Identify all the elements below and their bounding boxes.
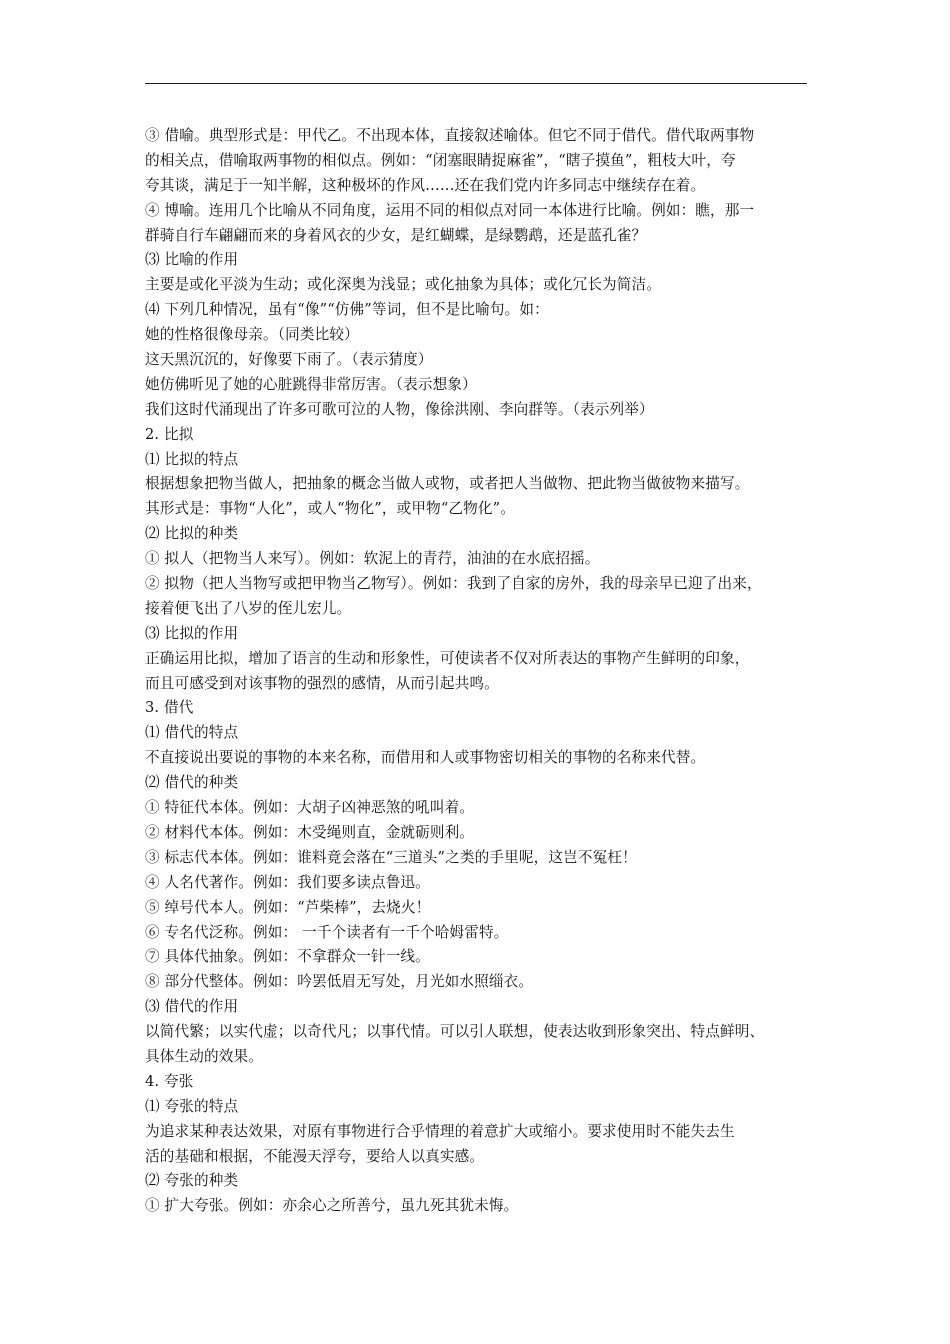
text-line: ⑶ 比喻的作用 (145, 251, 239, 269)
text-line: 主要是或化平淡为生动；或化深奥为浅显；或化抽象为具体；或化冗长为简洁。 (145, 276, 662, 294)
text-line: ⑴ 夸张的特点 (145, 1097, 239, 1115)
text-line: 具体生动的效果。 (145, 1047, 263, 1065)
text-line: 不直接说出要说的事物的本来名称，而借用和人或事物密切相关的事物的名称来代替。 (145, 749, 706, 767)
header-rule (145, 83, 807, 84)
text-line: 为追求某种表达效果，对原有事物进行合乎情理的着意扩大或缩小。要求使用时不能失去生 (145, 1122, 735, 1140)
text-line: ⑶ 借代的作用 (145, 998, 239, 1016)
text-line: 4. 夸张 (145, 1072, 194, 1090)
text-line: ⑶ 比拟的作用 (145, 624, 239, 642)
text-line: ① 扩大夸张。例如：亦余心之所善兮，虽九死其犹未悔。 (145, 1197, 519, 1215)
text-line: 3. 借代 (145, 699, 194, 717)
text-line: 2. 比拟 (145, 425, 194, 443)
text-line: ③ 标志代本体。例如：谁料竟会落在“三道头”之类的手里呢，这岂不冤枉！ (145, 848, 637, 866)
text-line: 而且可感受到对该事物的强烈的感情，从而引起共鸣。 (145, 674, 499, 692)
text-line: ③ 借喻。典型形式是：甲代乙。不出现本体，直接叙述喻体。但它不同于借代。借代取两事物 (145, 127, 755, 144)
text-line: 活的基础和根据，不能漫天浮夸，要给人以真实感。 (145, 1147, 485, 1165)
text-line: ⑴ 借代的特点 (145, 724, 239, 742)
text-line: 其形式是：事物“人化”，或人“物化”，或甲物“乙物化”。 (145, 500, 516, 518)
text-line: ② 材料代本体。例如：木受绳则直，金就砺则利。 (145, 823, 475, 841)
text-line: 她的性格很像母亲。（同类比较） (145, 326, 359, 344)
document-body (145, 124, 815, 1219)
text-line: 以简代繁；以实代虚；以奇代凡；以事代情。可以引人联想，使表达收到形象突出、特点鲜明、 (145, 1023, 765, 1041)
text-line: ⑴ 比拟的特点 (145, 450, 239, 468)
text-line: 她仿佛听见了她的心脏跳得非常厉害。（表示想象） (145, 375, 477, 393)
text-line: 我们这时代涌现出了许多可歌可泣的人物，像徐洪刚、李向群等。（表示列举） (145, 400, 654, 418)
text-line: ② 拟物（把人当物写或把甲物当乙物写）。例如：我到了自家的房外，我的母亲早已迎了出来， (145, 575, 762, 593)
text-line: ⑤ 绰号代本人。例如：“芦柴棒”，去烧火！ (145, 898, 431, 916)
text-line: ⑷ 下列几种情况，虽有“像”“仿佛”等词，但不是比喻句。如： (145, 301, 549, 319)
text-line: ① 拟人（把物当人来写）。例如：软泥上的青荇，油油的在水底招摇。 (145, 550, 600, 568)
text-line: 接着便飞出了八岁的侄儿宏儿。 (145, 599, 352, 617)
text-line: ⑧ 部分代整体。例如：吟罢低眉无写处，月光如水照缁衣。 (145, 973, 534, 991)
text-line: ⑵ 夸张的种类 (145, 1172, 239, 1190)
text-line: 这天黑沉沉的，好像要下雨了。（表示猜度） (145, 351, 433, 369)
text-line: ⑵ 比拟的种类 (145, 525, 239, 543)
text-line: 正确运用比拟，增加了语言的生动和形象性，可使读者不仅对所表达的事物产生鲜明的印象， (145, 649, 750, 667)
text-line: 根据想象把物当做人，把抽象的概念当做人或物，或者把人当做物、把此物当做彼物来描写。 (145, 475, 750, 493)
text-line: 夸其谈，满足于一知半解，这种极坏的作风……还在我们党内许多同志中继续存在着。 (145, 176, 706, 194)
text-line: ④ 博喻。连用几个比喻从不同角度，运用不同的相似点对同一本体进行比喻。例如：瞧，那一 (145, 201, 755, 219)
text-line: 的相关点，借喻取两事物的相似点。例如：“闭塞眼睛捉麻雀”，“瞎子摸鱼”，粗枝大叶，夸 (145, 151, 736, 169)
text-line: ④ 人名代著作。例如：我们要多读点鲁迅。 (145, 873, 430, 891)
text-line: ⑵ 借代的种类 (145, 774, 239, 792)
text-line: 群骑自行车翩翩而来的身着风衣的少女，是红蝴蝶，是绿鹦鹉，还是蓝孔雀？ (145, 226, 647, 244)
text-line: ⑦ 具体代抽象。例如：不拿群众一针一线。 (145, 948, 430, 966)
text-line: ⑥ 专名代泛称。例如： 一千个读者有一千个哈姆雷特。 (145, 923, 509, 941)
text-line: ① 特征代本体。例如：大胡子凶神恶煞的吼叫着。 (145, 799, 475, 817)
